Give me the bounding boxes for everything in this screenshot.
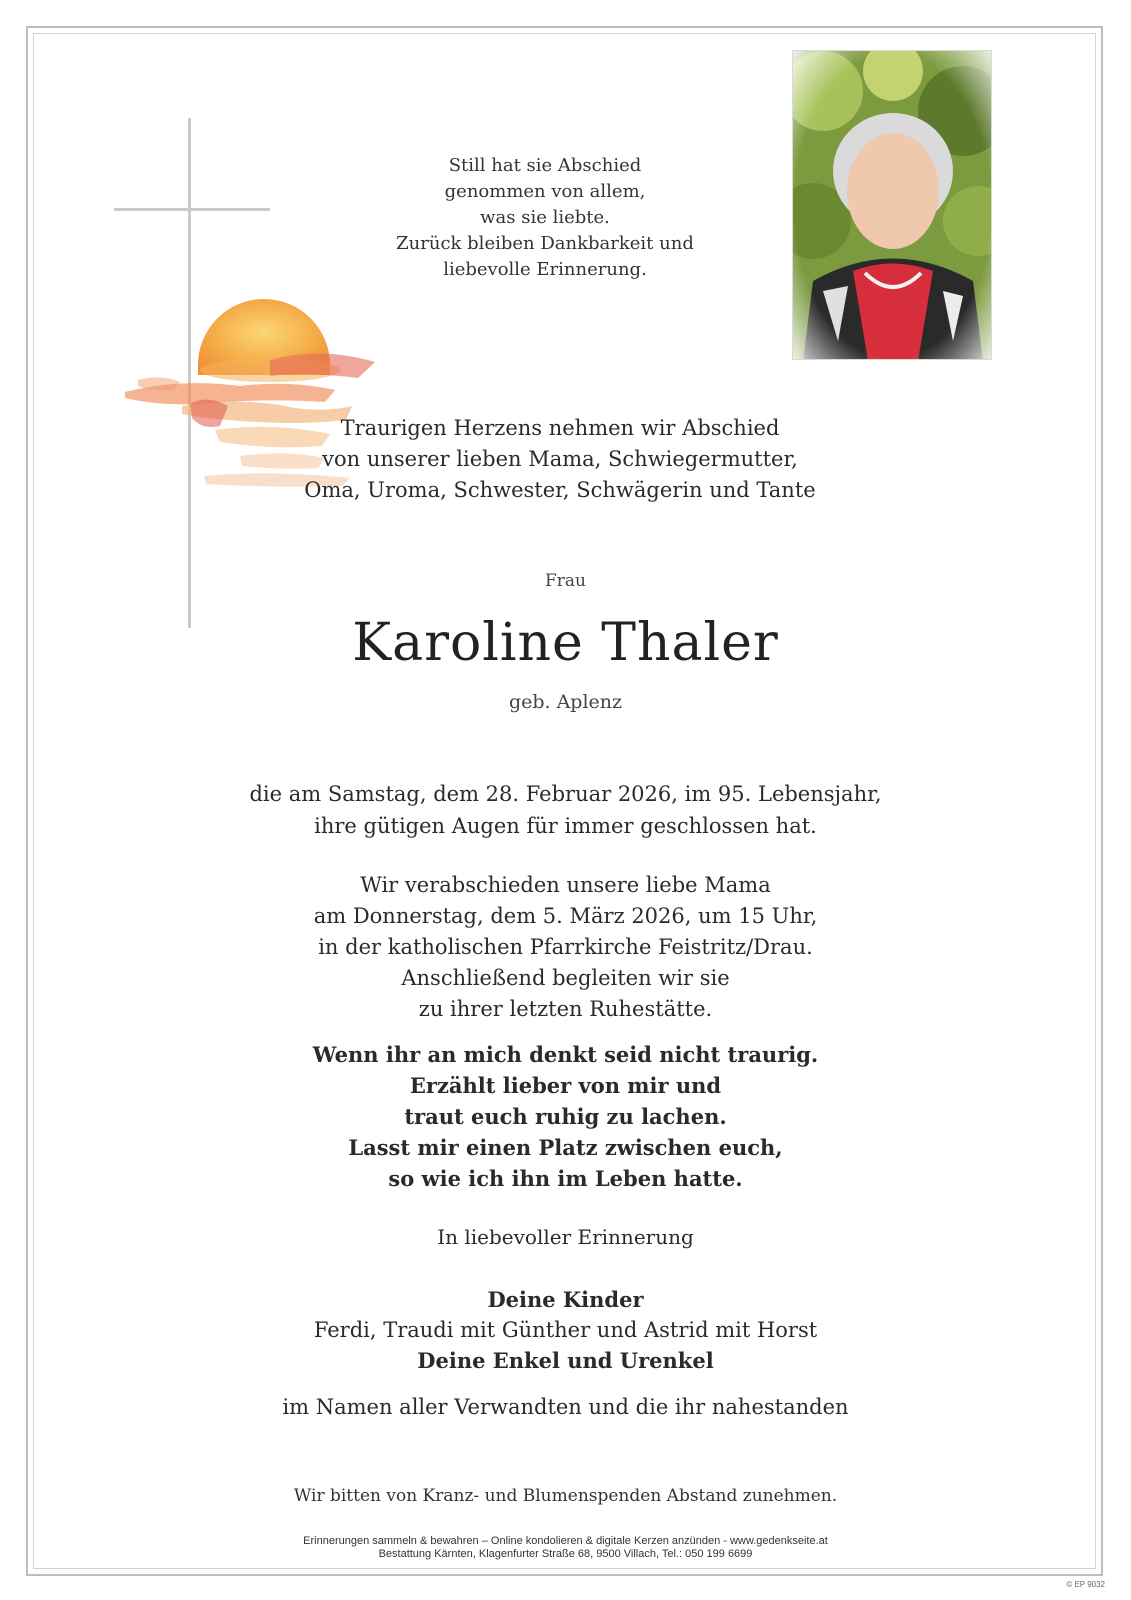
salutation: Frau — [544, 571, 586, 591]
footer — [0, 1535, 1131, 1561]
farewell-line: in der katholischen Pfarrkirche Feistritz/Drau. — [318, 935, 813, 959]
deceased-name: Karoline Thaler — [352, 613, 779, 673]
death-line: ihre gütigen Augen für immer geschlossen hat. — [314, 814, 817, 838]
opening-quote — [330, 153, 760, 283]
poem — [0, 1039, 1131, 1194]
birth-name: geb. Aplenz — [508, 691, 623, 713]
funeral-details — [0, 870, 1131, 1025]
footer-line-1: Erinnerungen sammeln & bewahren – Online kondolieren & digitale Kerzen anzünden - www.gedenkseite.at — [303, 1535, 828, 1547]
poem-line: Lasst mir einen Platz zwischen euch, — [348, 1135, 783, 1160]
death-notice — [0, 778, 1131, 842]
death-line: die am Samstag, dem 28. Februar 2026, im 95. Lebensjahr, — [249, 782, 882, 806]
quote-line: liebevolle Erinnerung. — [443, 259, 647, 280]
poem-line: Erzählt lieber von mir und — [409, 1073, 722, 1098]
children-title: Deine Kinder — [487, 1287, 644, 1312]
quote-line: genommen von allem, — [444, 181, 646, 202]
quote-line: Zurück bleiben Dankbarkeit und — [396, 233, 694, 254]
intro-line: von unserer lieben Mama, Schwiegermutter, — [322, 447, 798, 471]
quote-line: Still hat sie Abschied — [448, 155, 642, 176]
cross-icon-bar — [114, 208, 270, 211]
relatives-line: im Namen aller Verwandten und die ihr nahestanden — [282, 1395, 849, 1419]
intro-line: Traurigen Herzens nehmen wir Abschied — [340, 416, 780, 440]
intro-line: Oma, Uroma, Schwester, Schwägerin und Tante — [304, 478, 816, 502]
children-names: Ferdi, Traudi mit Günther und Astrid mit Horst — [313, 1318, 818, 1342]
portrait-photo — [792, 50, 992, 360]
template-code: © EP 9032 — [1066, 1580, 1105, 1589]
farewell-line: Anschließend begleiten wir sie — [401, 966, 730, 990]
poem-line: Wenn ihr an mich denkt seid nicht traurig. — [312, 1042, 819, 1067]
memory-line: In liebevoller Erinnerung — [437, 1225, 694, 1249]
farewell-line: am Donnerstag, dem 5. März 2026, um 15 Uhr, — [313, 904, 818, 928]
farewell-line: zu ihrer letzten Ruhestätte. — [418, 997, 713, 1021]
grandchildren-line: Deine Enkel und Urenkel — [417, 1348, 714, 1373]
poem-line: traut euch ruhig zu lachen. — [404, 1104, 727, 1129]
donation-note: Wir bitten von Kranz- und Blumenspenden Abstand zunehmen. — [293, 1486, 838, 1506]
quote-line: was sie liebte. — [480, 207, 610, 228]
intro-text — [260, 413, 860, 506]
farewell-line: Wir verabschieden unsere liebe Mama — [360, 873, 771, 897]
footer-line-2: Bestattung Kärnten, Klagenfurter Straße 68, 9500 Villach, Tel.: 050 199 6699 — [378, 1548, 753, 1560]
poem-line: so wie ich ihn im Leben hatte. — [388, 1166, 743, 1191]
